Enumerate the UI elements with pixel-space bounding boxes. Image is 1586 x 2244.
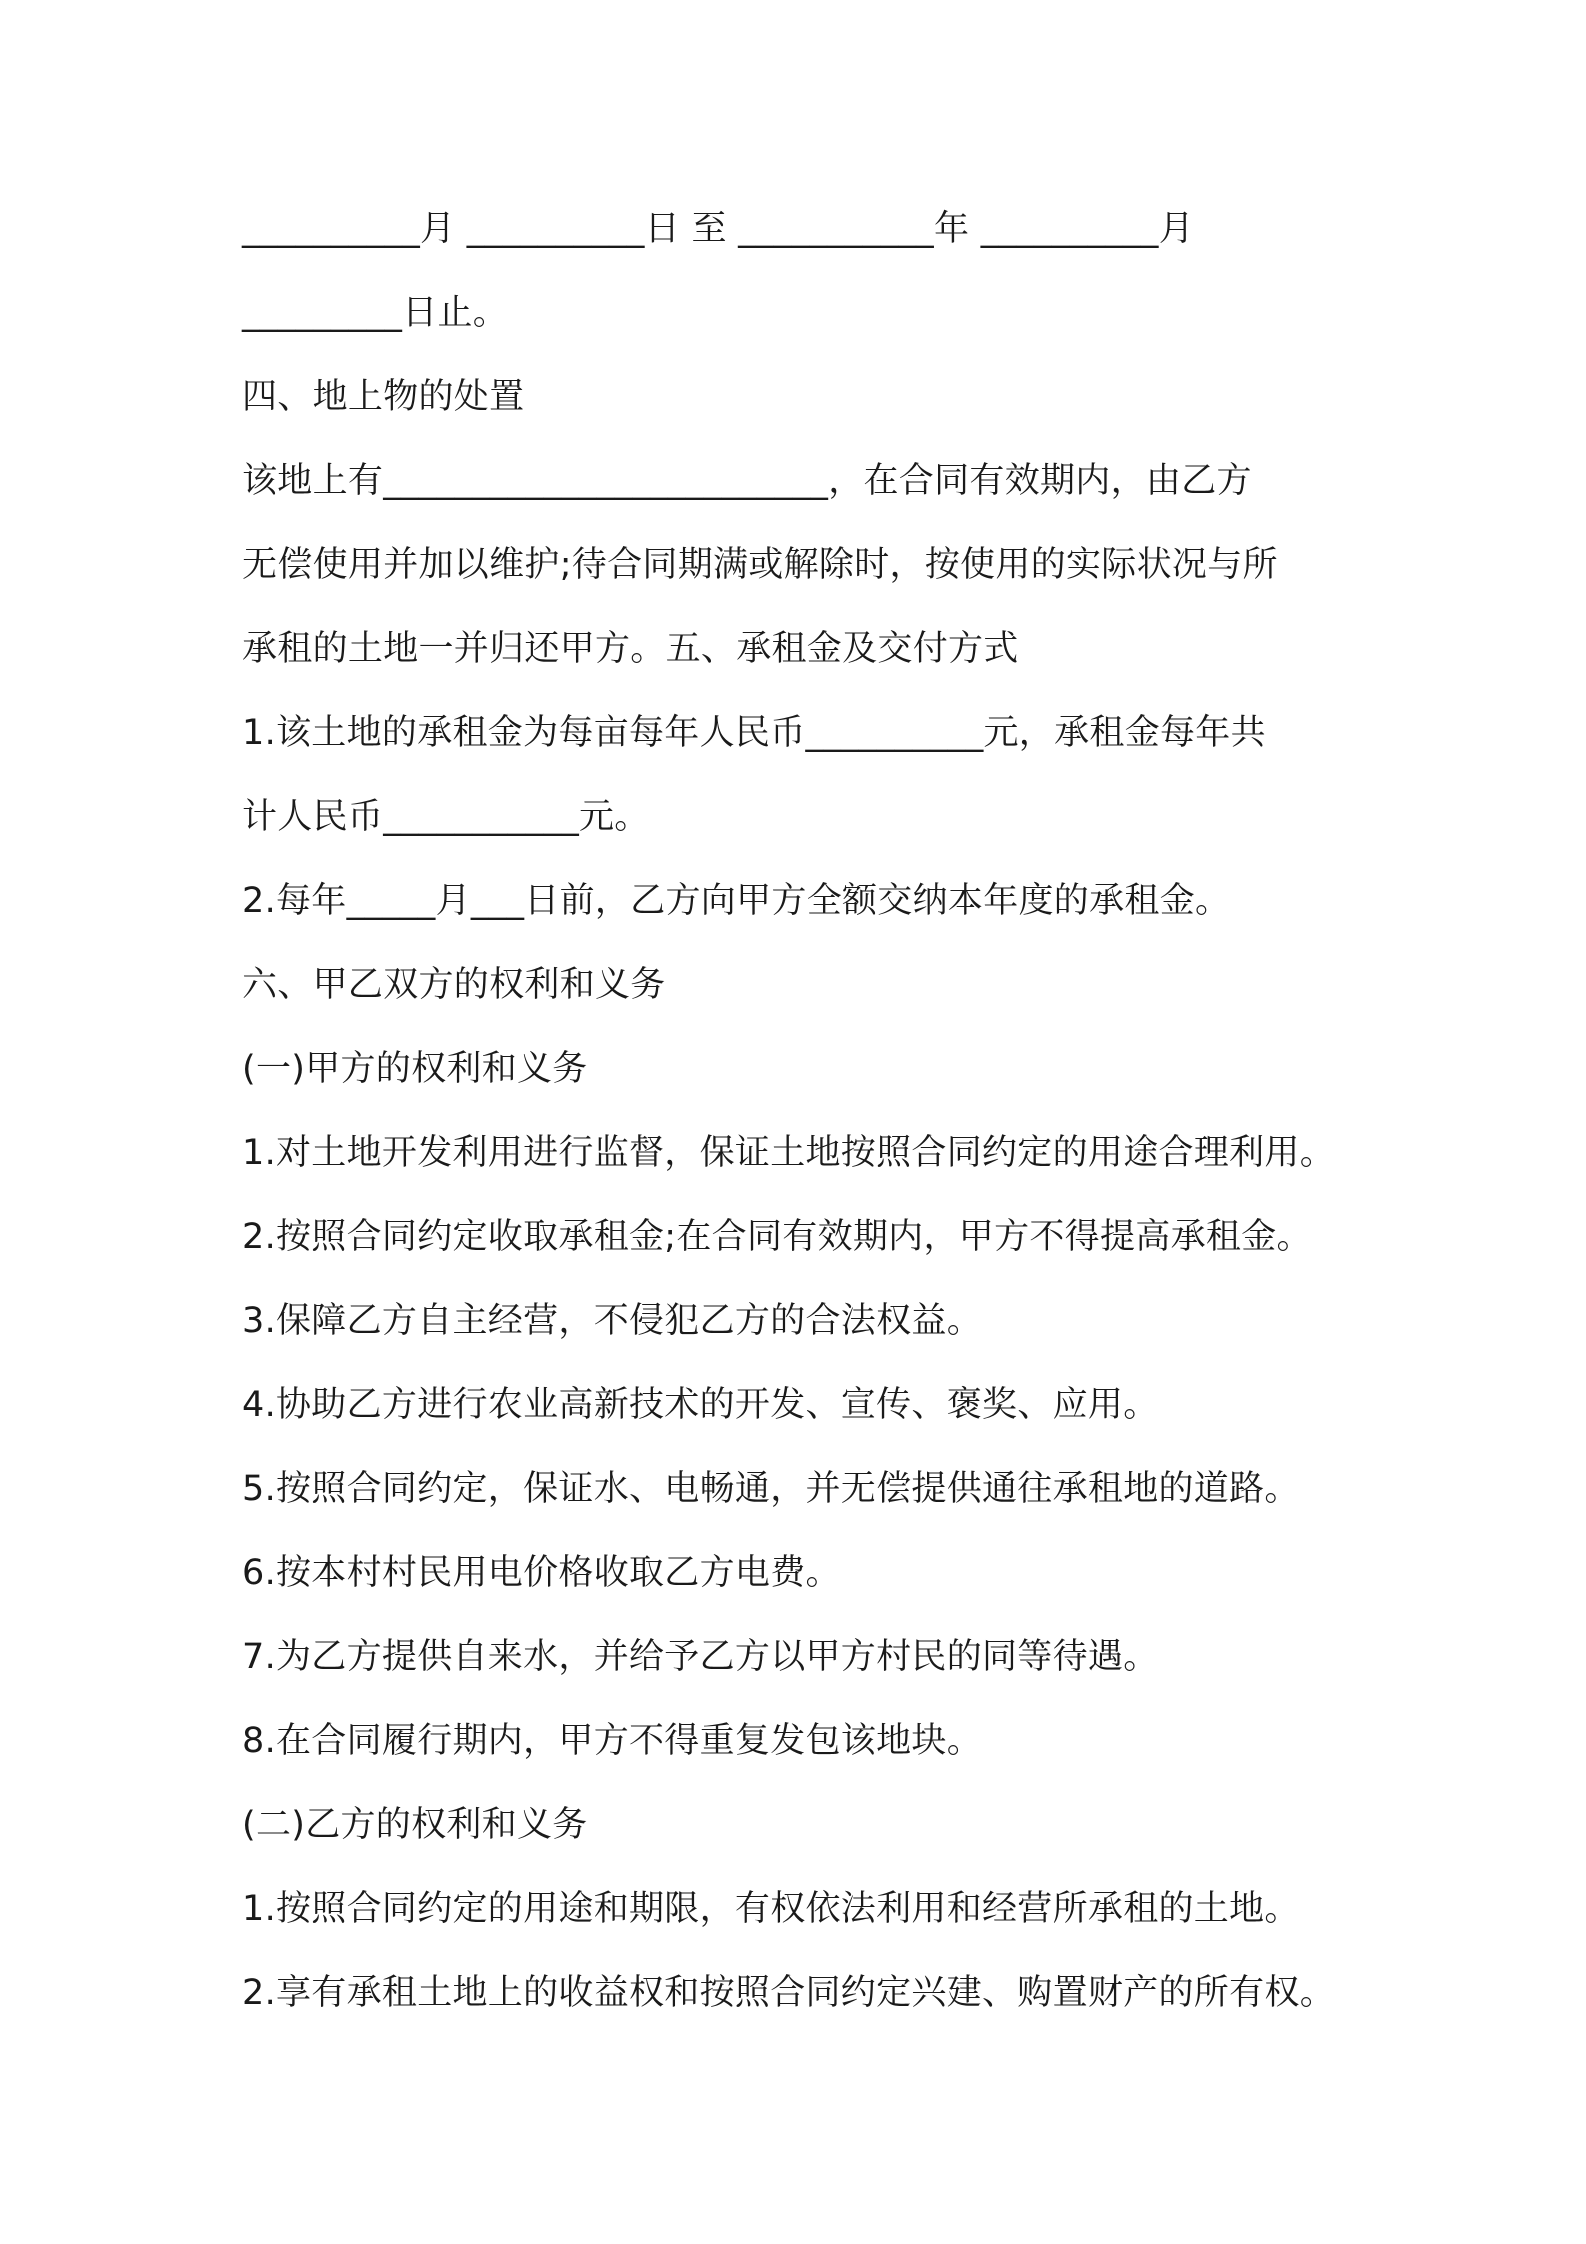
list-item: 8.在合同履行期内，甲方不得重复发包该地块。: [242, 1721, 982, 1761]
section-heading-4: 四、地上物的处置: [242, 377, 525, 417]
text-line-9: 2.每年_____月___日前，乙方向甲方全额交纳本年度的承租金。: [242, 881, 1231, 921]
subsection-heading-2: (二)乙方的权利和义务: [242, 1805, 588, 1845]
text-line-2: _________日止。: [242, 293, 509, 333]
text-line-5: 无偿使用并加以维护;待合同期满或解除时，按使用的实际状况与所: [242, 545, 1278, 585]
subsection-heading-1: (一)甲方的权利和义务: [242, 1049, 588, 1089]
list-item: 2.按照合同约定收取承租金;在合同有效期内，甲方不得提高承租金。: [242, 1217, 1312, 1257]
text-line-1: __________月 __________日 至 ___________年 __________月: [242, 209, 1195, 249]
text-line-8: 计人民币___________元。: [242, 797, 650, 837]
text-line-4: 该地上有_________________________，在合同有效期内，由乙方: [242, 461, 1252, 501]
list-item: 4.协助乙方进行农业高新技术的开发、宣传、褒奖、应用。: [242, 1385, 1159, 1425]
list-item: 6.按本村村民用电价格收取乙方电费。: [242, 1553, 841, 1593]
section-heading-6: 六、甲乙双方的权利和义务: [242, 965, 666, 1005]
list-item: 1.按照合同约定的用途和期限，有权依法利用和经营所承租的土地。: [242, 1889, 1300, 1929]
text-line-7: 1.该土地的承租金为每亩每年人民币__________元，承租金每年共: [242, 713, 1266, 753]
list-item: 2.享有承租土地上的收益权和按照合同约定兴建、购置财产的所有权。: [242, 1973, 1335, 2013]
list-item: 7.为乙方提供自来水，并给予乙方以甲方村民的同等待遇。: [242, 1637, 1159, 1677]
text-line-6: 承租的土地一并归还甲方。五、承租金及交付方式: [242, 629, 1019, 669]
list-item: 3.保障乙方自主经营，不侵犯乙方的合法权益。: [242, 1301, 982, 1341]
list-item: 1.对土地开发利用进行监督，保证土地按照合同约定的用途合理利用。: [242, 1133, 1335, 1173]
list-item: 5.按照合同约定，保证水、电畅通，并无偿提供通往承租地的道路。: [242, 1469, 1300, 1509]
